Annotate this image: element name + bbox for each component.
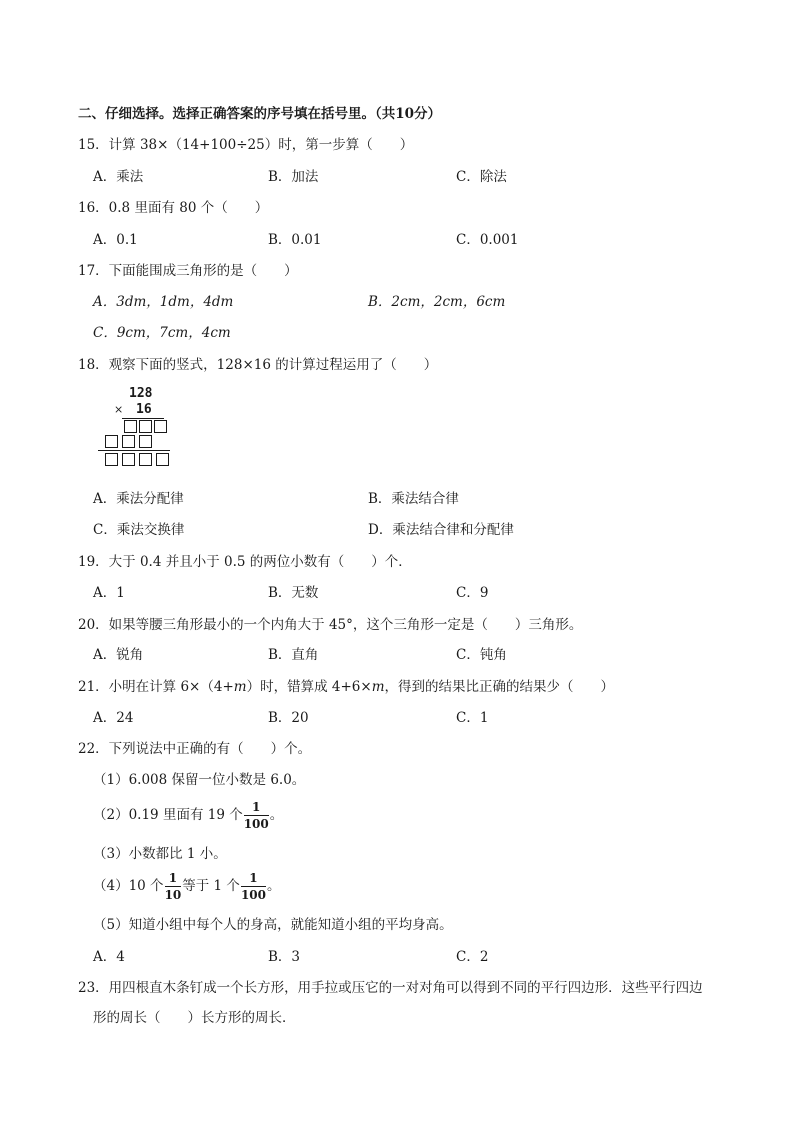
q15-option-b: B．加法 — [268, 169, 319, 185]
q20-option-a: A．锐角 — [93, 647, 144, 663]
rule-line-2 — [98, 450, 170, 451]
digit-box — [122, 453, 135, 466]
fraction-denominator: 100 — [243, 817, 269, 831]
statement-text: 。 — [269, 807, 284, 823]
fraction-numerator: 1 — [241, 872, 266, 887]
question-18-stem: 18．观察下面的竖式，128×16 的计算过程运用了（ ） — [78, 357, 438, 373]
rule-line-1 — [122, 418, 164, 419]
q19-option-a: A．1 — [93, 585, 125, 601]
fraction-numerator: 1 — [244, 801, 269, 816]
q16-option-b: B．0.01 — [268, 232, 322, 248]
q17-option-a: A．3dm，1dm，4dm — [93, 294, 234, 310]
q18-option-b: B．乘法结合律 — [368, 491, 459, 507]
digit-box — [122, 435, 135, 448]
question-19-stem: 19．大于 0.4 并且小于 0.5 的两位小数有（ ）个． — [78, 554, 412, 570]
section-title: 二、仔细选择。选择正确答案的序号填在括号里。（共10分） — [78, 106, 442, 122]
digit-box — [139, 453, 152, 466]
fraction-denominator: 100 — [240, 888, 266, 902]
q22-statement-5: （5）知道小组中每个人的身高，就能知道小组的平均身高。 — [93, 917, 453, 933]
question-23-stem-line-1: 23．用四根直木条钉成一个长方形，用手拉或压它的一对对角可以得到不同的平行四边形．这些平行四边 — [78, 980, 703, 996]
fraction — [165, 872, 182, 901]
q21-stem-part: ，得到的结果比正确的结果少（ ） — [384, 679, 614, 695]
q21-option-b: B．20 — [268, 710, 309, 726]
q17-option-c: C．9cm，7cm，4cm — [93, 325, 231, 341]
digit-box — [156, 453, 169, 466]
multiplicand: 128 — [129, 386, 153, 401]
q22-statement-4 — [93, 870, 281, 902]
q21-option-a: A．24 — [93, 710, 134, 726]
digit-box — [139, 420, 152, 433]
q15-option-c: C．除法 — [456, 169, 507, 185]
fraction — [241, 872, 266, 901]
q19-option-c: C．9 — [456, 585, 489, 601]
statement-text: （4）10 个 — [93, 878, 164, 894]
question-23-stem-line-2: 形的周长（ ）长方形的周长． — [93, 1010, 296, 1026]
q20-option-b: B．直角 — [268, 647, 319, 663]
q22-statement-3: （3）小数都比 1 小。 — [93, 846, 227, 862]
q16-option-c: C．0.001 — [456, 232, 519, 248]
q15-option-a: A．乘法 — [93, 169, 144, 185]
digit-box — [105, 435, 118, 448]
digit-box — [139, 435, 152, 448]
statement-text: 等于 1 个 — [182, 878, 240, 894]
fraction-numerator: 1 — [165, 872, 182, 887]
multiplier: 16 — [136, 402, 152, 417]
fraction — [244, 801, 269, 830]
q18-option-c: C．乘法交换律 — [93, 522, 185, 538]
variable-m: m — [371, 679, 385, 695]
q21-stem-part: 21．小明在计算 6×（4+ — [78, 679, 234, 695]
q18-option-a: A．乘法分配律 — [93, 491, 184, 507]
q22-option-a: A．4 — [93, 949, 125, 965]
digit-box — [154, 420, 167, 433]
q22-statement-2 — [93, 799, 283, 831]
q22-statement-1: （1）6.008 保留一位小数是 6.0。 — [93, 772, 306, 788]
statement-text: （2）0.19 里面有 19 个 — [93, 807, 243, 823]
variable-m: m — [233, 679, 247, 695]
question-22-stem: 22．下列说法中正确的有（ ）个。 — [78, 741, 312, 757]
q20-option-c: C．钝角 — [456, 647, 507, 663]
q17-option-b: B．2cm，2cm，6cm — [368, 294, 506, 310]
question-15-stem: 15．计算 38×（14+100÷25）时，第一步算（ ） — [78, 137, 414, 153]
q22-option-b: B．3 — [268, 949, 301, 965]
question-21-stem — [78, 675, 614, 695]
question-20-stem: 20．如果等腰三角形最小的一个内角大于 45°，这个三角形一定是（ ）三角形。 — [78, 617, 583, 633]
digit-box — [124, 420, 137, 433]
statement-text: 。 — [267, 878, 281, 894]
q21-stem-part: ）时，错算成 4+6× — [246, 679, 372, 695]
q21-option-c: C．1 — [456, 710, 489, 726]
q19-option-b: B．无数 — [268, 585, 319, 601]
times-sign: × — [114, 403, 124, 416]
question-16-stem: 16．0.8 里面有 80 个（ ） — [78, 200, 269, 216]
fraction-denominator: 10 — [164, 888, 182, 902]
q22-option-c: C．2 — [456, 949, 489, 965]
digit-box — [105, 453, 118, 466]
q16-option-a: A．0.1 — [93, 232, 138, 248]
q18-option-d: D．乘法结合律和分配律 — [368, 522, 514, 538]
question-17-stem: 17．下面能围成三角形的是（ ） — [78, 263, 298, 279]
